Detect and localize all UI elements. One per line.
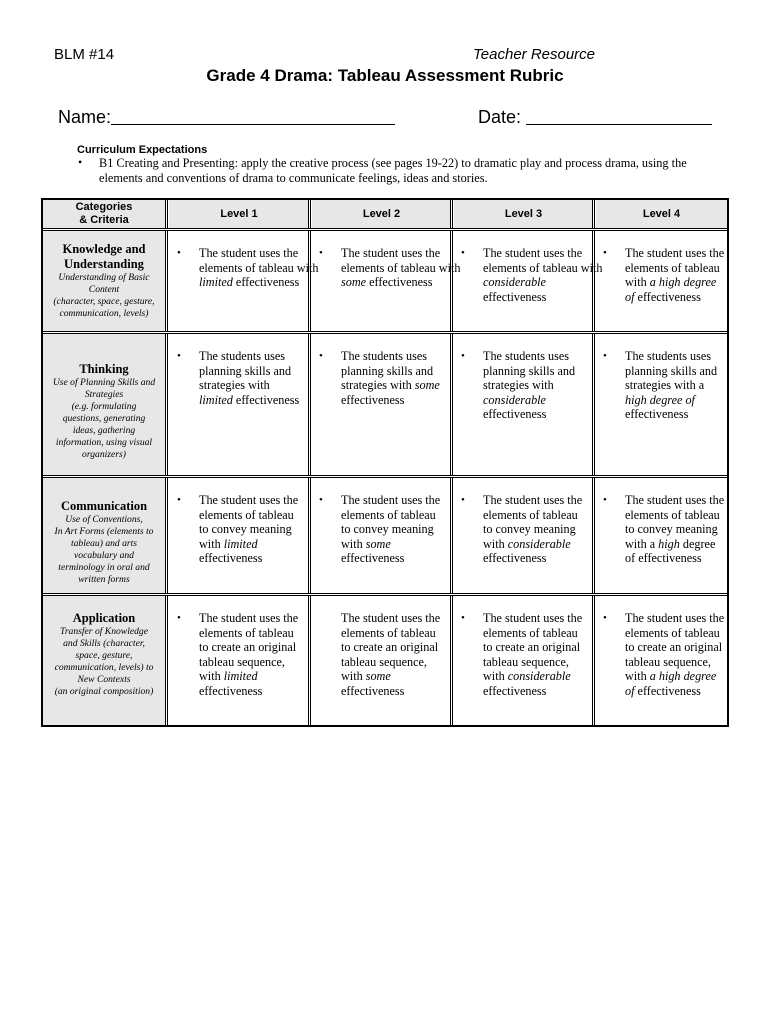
category-subtext: written forms bbox=[78, 574, 130, 585]
category-knowledge bbox=[43, 231, 165, 331]
row-divider bbox=[43, 475, 727, 478]
category-header bbox=[43, 200, 165, 228]
bullet: • bbox=[603, 247, 607, 259]
category-subtext: information, using visual bbox=[55, 437, 153, 448]
bullet: • bbox=[461, 350, 465, 362]
category-title: Communication bbox=[60, 499, 148, 513]
category-subtext: Use of Conventions, bbox=[65, 514, 143, 525]
level-4-header: Level 4 bbox=[596, 200, 727, 228]
category-header-line1: Categories bbox=[75, 201, 133, 213]
bullet: • bbox=[461, 494, 465, 506]
category-thinking bbox=[43, 334, 165, 475]
category-subtext: Understanding of Basic bbox=[58, 272, 150, 283]
curriculum-bullet: • bbox=[78, 155, 83, 169]
category-subtext: ideas, gathering bbox=[72, 425, 136, 436]
bullet: • bbox=[177, 494, 181, 506]
date-field[interactable] bbox=[526, 124, 712, 125]
bullet: • bbox=[603, 494, 607, 506]
category-subtext: communication, levels) bbox=[59, 308, 149, 319]
row-divider bbox=[43, 593, 727, 596]
category-subtext: questions, generating bbox=[62, 413, 146, 424]
curriculum-text: B1 Creating and Presenting: apply the creative process (see pages 19-22) to dramatic play and process drama, using the elements and conventions of drama to communicate feelings, ideas and stories. bbox=[99, 156, 687, 185]
category-title-line2: Understanding bbox=[64, 257, 144, 271]
bullet: • bbox=[461, 612, 465, 624]
category-subtext: communication, levels) to bbox=[54, 662, 154, 673]
category-subtext: New Contexts bbox=[77, 674, 131, 685]
level-3-header: Level 3 bbox=[454, 200, 593, 228]
page-title: Grade 4 Drama: Tableau Assessment Rubric bbox=[206, 66, 564, 85]
bullet: • bbox=[177, 612, 181, 624]
category-header-line2: & Criteria bbox=[79, 214, 129, 226]
bullet: • bbox=[177, 247, 181, 259]
category-subtext: tableau) and arts bbox=[70, 538, 138, 549]
bullet: • bbox=[319, 494, 323, 506]
column-divider bbox=[165, 200, 168, 725]
category-subtext: vocabulary and bbox=[74, 550, 134, 561]
name-field[interactable] bbox=[111, 124, 395, 125]
category-subtext: Content bbox=[88, 284, 120, 295]
category-subtext: terminology in oral and bbox=[58, 562, 150, 573]
category-subtext: and Skills (character, bbox=[63, 638, 145, 649]
category-subtext: Use of Planning Skills and bbox=[52, 377, 156, 388]
bullet: • bbox=[603, 612, 607, 624]
row-divider bbox=[43, 331, 727, 334]
category-subtext: Strategies bbox=[84, 389, 124, 400]
category-subtext: organizers) bbox=[82, 449, 126, 460]
rubric-table: Categories & Criteria Level 1 Level 2 Level 3 Level 4 Knowledge and Understanding Understanding of Basic Content (character, space, gesture, communication, levels) Thinking Use of Planning Skills and Strategies (e.g. formulating questions, generating ideas, gathering information, using visual organizers) Communication Use of Conventions, In Art Forms (elements to tableau) and arts vocabulary and terminology in oral and written forms Application Transfer of Knowledge and Skills (character, space, gesture, communication, levels) to New Contexts (an original composition) • The student uses the elements of tableau with limited effectiveness • The student uses the elements of tableau with some effectiveness • The student uses the elements of tableau with considerable effectiveness • The student uses the elements of tableau with a high degree of effectiveness • The students uses planning skills and strategies with limited effectiveness • The students uses planning skills and strategies with some effectiveness • The students uses planning skills and strategies with considerable effectiveness • The students uses planning skills and strategies with a high degree of effectiveness • The student uses the elements of tableau to convey meaning with limited effectiveness • The student uses the elements of tableau to convey meaning with some effectiveness • The student uses the elements of tableau to convey meaning with considerable effectiveness • The student uses the elements of tableau to convey meaning with a high degree of effectiveness • The student uses the elements of tableau to create an original tableau sequence, with limited effectiveness The student uses the elements of tableau to create an original tableau sequence, with some effectiveness • The student uses the elements of tableau to create an original tableau sequence, with considerable effectiveness • The student uses the elements of tableau to create an original tableau sequence, with a high degree of effectiveness bbox=[41, 198, 729, 727]
category-subtext: In Art Forms (elements to bbox=[54, 526, 154, 537]
category-communication bbox=[43, 478, 165, 593]
category-subtext: (e.g. formulating bbox=[71, 401, 137, 412]
category-application bbox=[43, 596, 165, 725]
bullet: • bbox=[603, 350, 607, 362]
name-label: Name: bbox=[58, 107, 112, 127]
category-subtext: (character, space, gesture, bbox=[53, 296, 155, 307]
category-title: Knowledge and bbox=[62, 242, 146, 256]
blm-number: BLM #14 bbox=[54, 46, 115, 63]
level-1-header: Level 1 bbox=[169, 200, 309, 228]
category-subtext: (an original composition) bbox=[54, 686, 154, 697]
level-2-header: Level 2 bbox=[312, 200, 451, 228]
teacher-resource-label: Teacher Resource bbox=[473, 46, 596, 63]
bullet: • bbox=[461, 247, 465, 259]
category-title: Application bbox=[72, 611, 136, 625]
bullet: • bbox=[319, 247, 323, 259]
category-subtext: Transfer of Knowledge bbox=[60, 626, 148, 637]
category-subtext: space, gesture, bbox=[75, 650, 133, 661]
row-divider bbox=[43, 228, 727, 231]
bullet: • bbox=[319, 350, 323, 362]
date-label: Date: bbox=[478, 107, 522, 127]
curriculum-heading: Curriculum Expectations bbox=[77, 144, 208, 156]
category-title: Thinking bbox=[79, 362, 129, 376]
bullet: • bbox=[177, 350, 181, 362]
